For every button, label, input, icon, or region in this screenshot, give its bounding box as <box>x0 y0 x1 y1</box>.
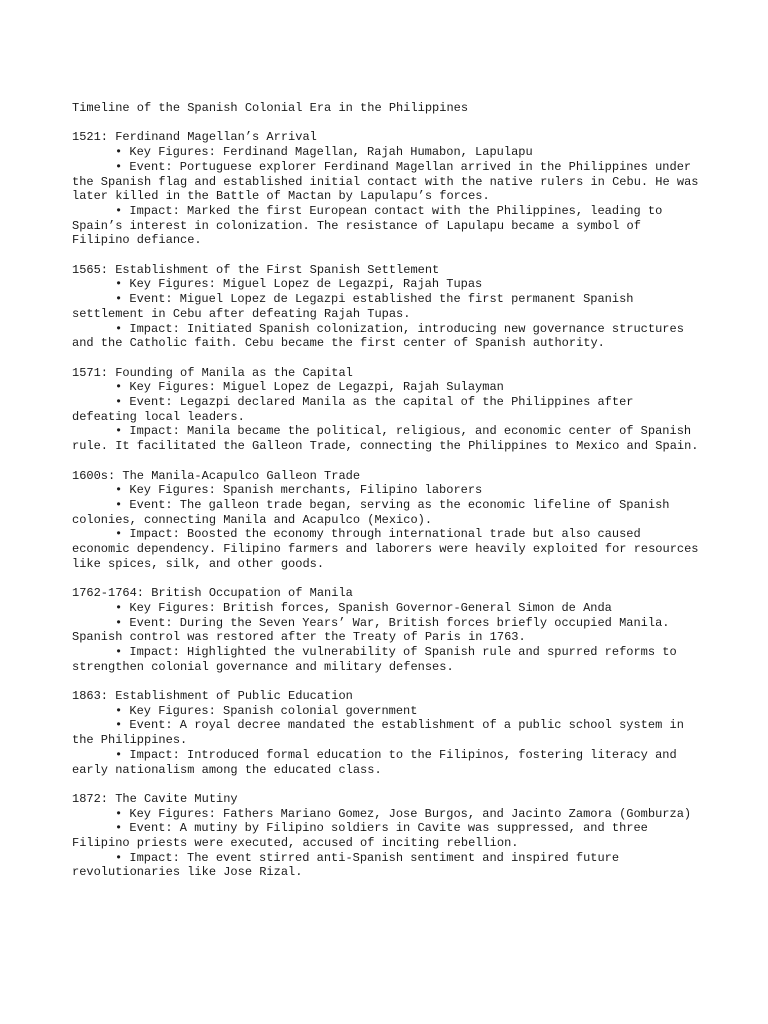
entry-impact: • Impact: Introduced formal education to the Filipinos, fostering literacy and early nationalism among the educated class. <box>72 747 677 777</box>
entry-event: • Event: During the Seven Years’ War, British forces briefly occupied Manila. Spanish control was restored after the Treaty of Paris in 1763. <box>72 615 670 645</box>
entry-key-figures: • Key Figures: Spanish colonial government <box>115 703 418 718</box>
timeline-entry-1571 <box>72 366 700 454</box>
entry-event: • Event: A mutiny by Filipino soldiers in Cavite was suppressed, and three Filipino priests were executed, accused of inciting rebellion. <box>72 821 648 851</box>
entry-heading: 1521: Ferdinand Magellan’s Arrival <box>72 130 317 145</box>
timeline-entry-1521 <box>72 130 700 248</box>
entry-heading: 1863: Establishment of Public Education <box>72 689 353 704</box>
entry-key-figures: • Key Figures: Fathers Mariano Gomez, Jose Burgos, and Jacinto Zamora (Gomburza) <box>115 806 692 821</box>
timeline-entry-1565 <box>72 263 700 351</box>
entry-key-figures: • Key Figures: Miguel Lopez de Legazpi, Rajah Sulayman <box>115 380 504 395</box>
entry-impact: • Impact: Marked the first European contact with the Philippines, leading to Spain’s interest in colonization. The resistance of Lapulapu became a symbol of Filipino defiance. <box>72 203 663 248</box>
document-body <box>72 101 700 895</box>
entry-key-figures: • Key Figures: British forces, Spanish Governor-General Simon de Anda <box>115 600 612 615</box>
entry-impact: • Impact: Manila became the political, religious, and economic center of Spanish rule. It facilitated the Galleon Trade, connecting the Philippines to Mexico and Spain. <box>72 424 699 454</box>
entry-impact: • Impact: Boosted the economy through international trade but also caused economic dependency. Filipino farmers and laborers were heavily exploited for resources like spices, silk, and other goods. <box>72 527 699 571</box>
entry-heading: 1565: Establishment of the First Spanish Settlement <box>72 262 440 277</box>
entry-event: • Event: A royal decree mandated the establishment of a public school system in the Philippines. <box>72 718 684 748</box>
timeline-entry-1762-1764 <box>72 586 700 674</box>
entry-heading: 1762-1764: British Occupation of Manila <box>72 586 353 601</box>
entry-event: • Event: Portuguese explorer Ferdinand Magellan arrived in the Philippines under the Spanish flag and established initial contact with the native rulers in Cebu. He was later killed in the Battle of Mactan by Lapulapu’s forces. <box>72 159 699 204</box>
entry-event: • Event: Legazpi declared Manila as the capital of the Philippines after defeating local leaders. <box>72 395 634 424</box>
timeline-entry-1600s <box>72 469 700 572</box>
entry-impact: • Impact: Highlighted the vulnerability of Spanish rule and spurred reforms to strengthen colonial governance and military defenses. <box>72 644 677 674</box>
document-title: Timeline of the Spanish Colonial Era in the Philippines <box>72 101 469 115</box>
entry-impact: • Impact: The event stirred anti-Spanish sentiment and inspired future revolutionaries like Jose Rizal. <box>72 850 620 880</box>
entry-event: • Event: Miguel Lopez de Legazpi established the first permanent Spanish settlement in Cebu after defeating Rajah Tupas. <box>72 292 634 321</box>
entry-key-figures: • Key Figures: Spanish merchants, Filipino laborers <box>115 483 483 498</box>
entry-heading: 1600s: The Manila-Acapulco Galleon Trade <box>72 468 361 483</box>
entry-heading: 1872: The Cavite Mutiny <box>72 791 238 806</box>
entry-heading: 1571: Founding of Manila as the Capital <box>72 365 353 380</box>
entry-impact: • Impact: Initiated Spanish colonization, introducing new governance structures and the Catholic faith. Cebu became the first center of Spanish authority. <box>72 321 684 351</box>
entry-event: • Event: The galleon trade began, serving as the economic lifeline of Spanish colonies, connecting Manila and Acapulco (Mexico). <box>72 497 670 527</box>
entry-key-figures: • Key Figures: Ferdinand Magellan, Rajah Humabon, Lapulapu <box>115 145 533 160</box>
entry-key-figures: • Key Figures: Miguel Lopez de Legazpi, Rajah Tupas <box>115 277 483 292</box>
timeline-entry-1872 <box>72 792 700 880</box>
timeline-entry-1863 <box>72 689 700 777</box>
